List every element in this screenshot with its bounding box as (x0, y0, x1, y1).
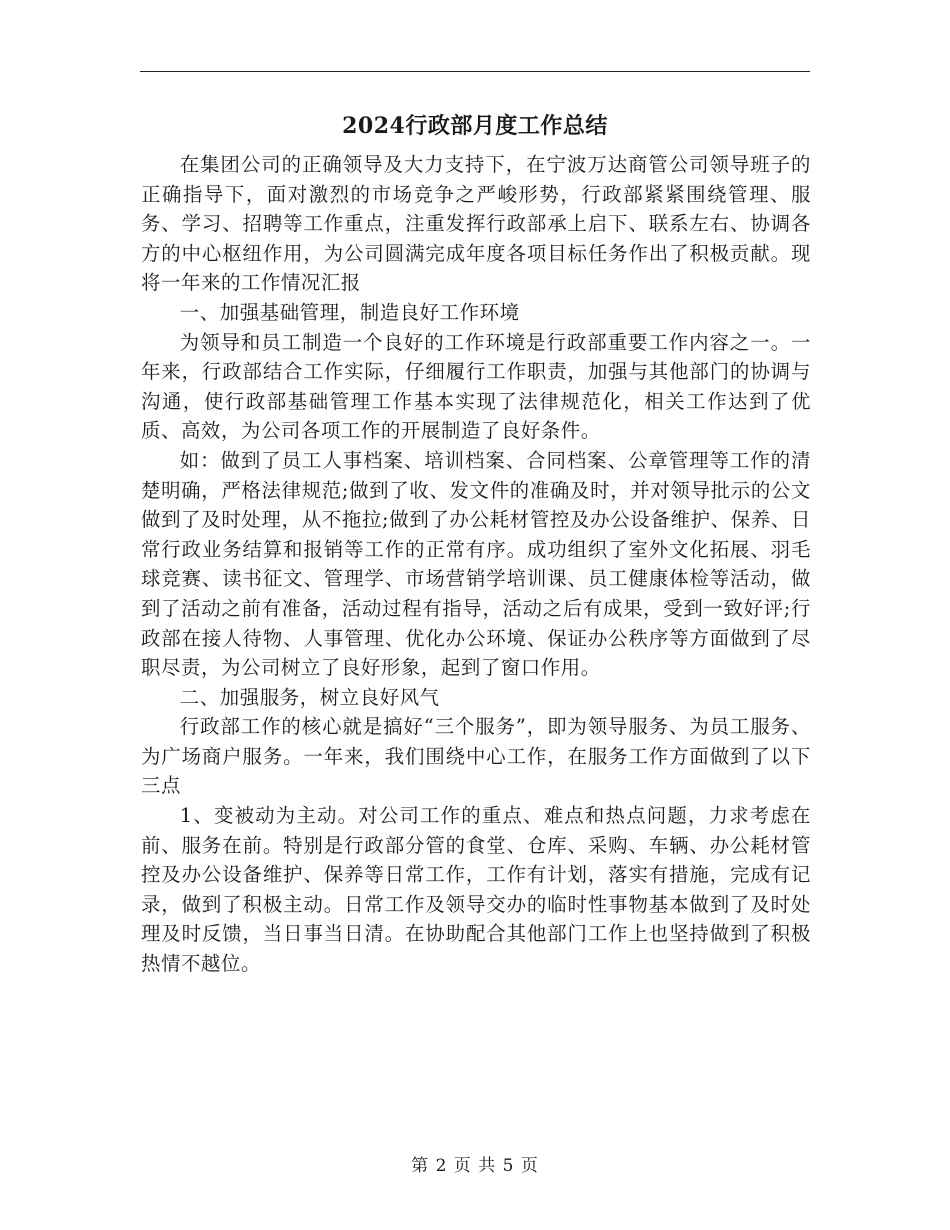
paragraph-examples: 如：做到了员工人事档案、培训档案、合同档案、公章管理等工作的清楚明确，严格法律规范;做到了收、发文件的准确及时，并对领导批示的公文做到了及时处理，从不拖拉;做到了办公耗材管控及办公设备维护、保养、日常行政业务结算和报销等工作的正常有序。成功组织了室外文化拓展、羽毛球竞赛、读书征文、管理学、市场营销学培训课、员工健康体检等活动，做到了活动之前有准备，活动过程有指导，活动之后有成果，受到一致好评;行政部在接人待物、人事管理、优化办公环境、保证办公秩序等方面做到了尽职尽责，为公司树立了良好形象，起到了窗口作用。 (141, 448, 811, 680)
paragraph-section-2: 行政部工作的核心就是搞好“三个服务”，即为领导服务、为员工服务、为广场商户服务。一年来，我们围绕中心工作，在服务工作方面做到了以下三点 (141, 715, 811, 798)
header-rule (140, 71, 810, 72)
section-heading-2: 二、加强服务，树立良好风气 (179, 685, 440, 709)
paragraph-intro: 在集团公司的正确领导及大力支持下，在宁波万达商管公司领导班子的正确指导下，面对激烈的市场竞争之严峻形势，行政部紧紧围绕管理、服务、学习、招聘等工作重点，注重发挥行政部承上启下、联系左右、协调各方的中心枢纽作用，为公司圆满完成年度各项目标任务作出了积极贡献。现将一年来的工作情况汇报 (141, 153, 811, 295)
section-heading-1: 一、加强基础管理，制造良好工作环境 (179, 300, 520, 324)
document-body (141, 150, 811, 979)
paragraph-section-1: 为领导和员工制造一个良好的工作环境是行政部重要工作内容之一。一年来，行政部结合工作实际，仔细履行工作职责，加强与其他部门的协调与沟通，使行政部基础管理工作基本实现了法律规范化，相关工作达到了优质、高效，为公司各项工作的开展制造了良好条件。 (141, 330, 811, 443)
document-title: 2024行政部月度工作总结 (342, 113, 608, 139)
paragraph-point-1: 1、变被动为主动。对公司工作的重点、难点和热点问题，力求考虑在前、服务在前。特别是行政部分管的食堂、仓库、采购、车辆、办公耗材管控及办公设备维护、保养等日常工作，工作有计划，落实有措施，完成有记录，做到了积极主动。日常工作及领导交办的临时性事物基本做到了及时处理及时反馈，当日事当日清。在协助配合其他部门工作上也坚持做到了积极热情不越位。 (141, 804, 811, 976)
page-footer: 第 2 页 共 5 页 (411, 1156, 539, 1176)
